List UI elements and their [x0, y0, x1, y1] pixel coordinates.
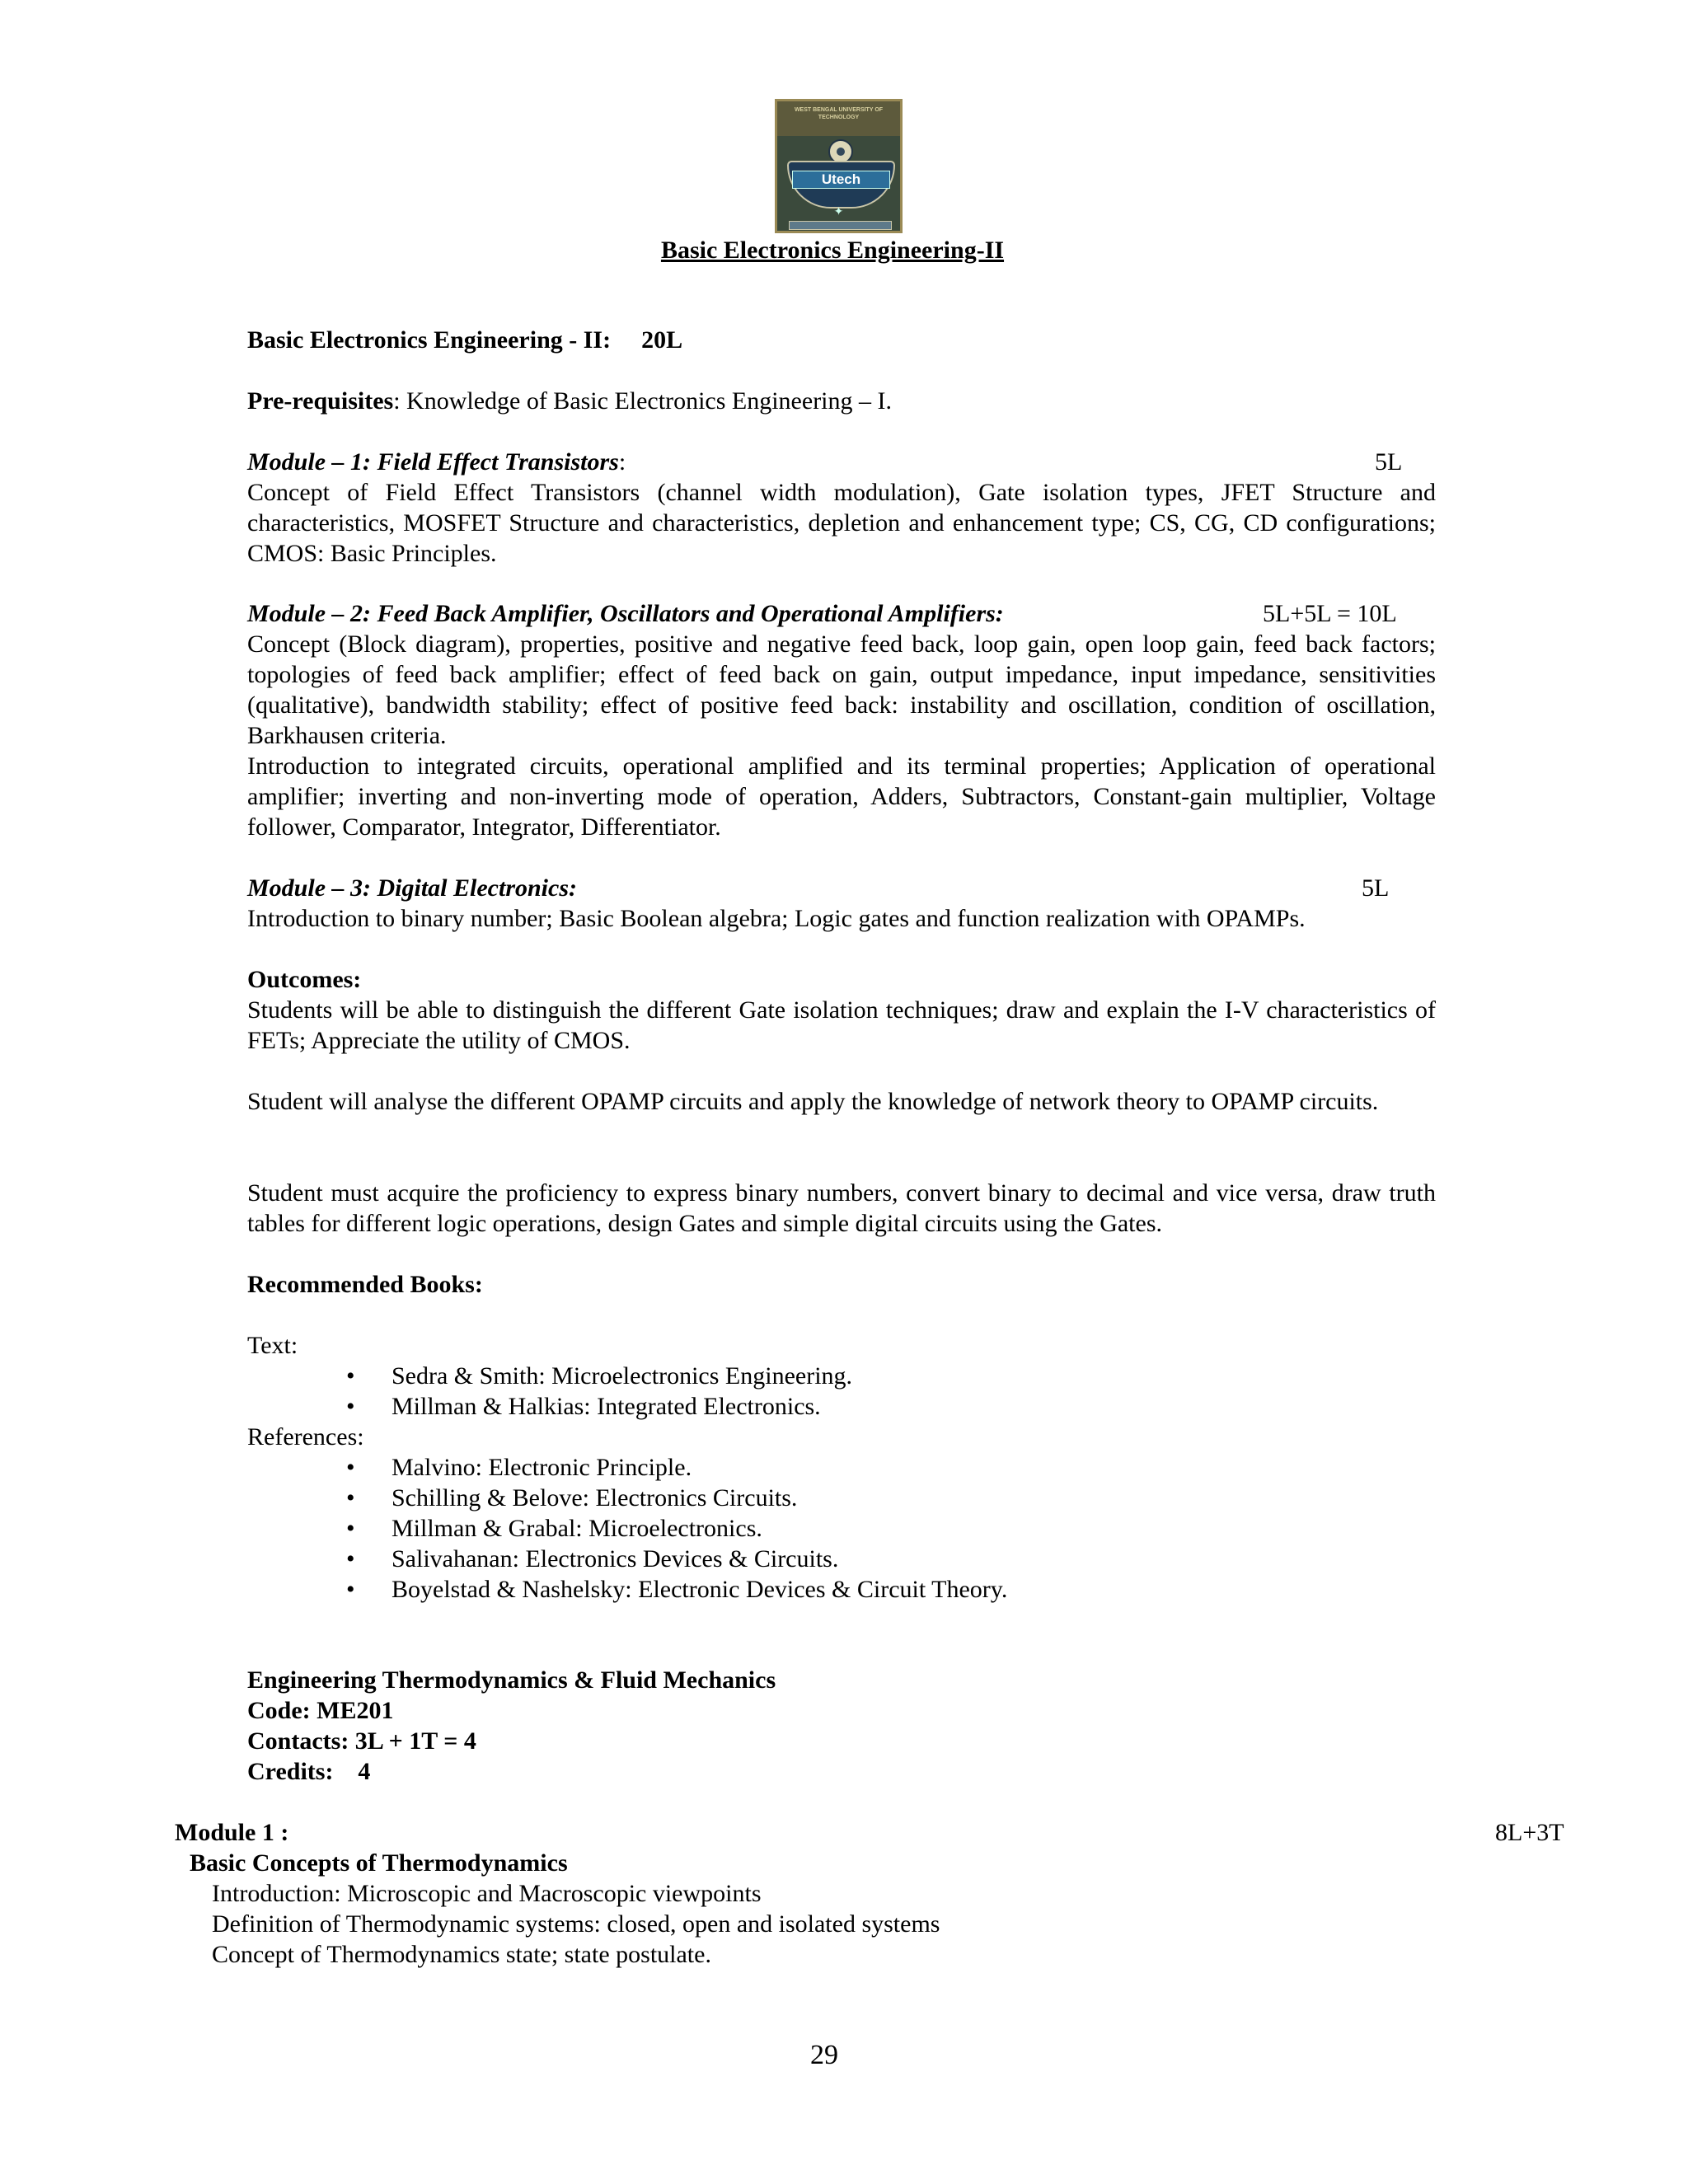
module-3-hours: 5L [1362, 874, 1390, 902]
next-course-credits: Credits: 4 [247, 1758, 371, 1785]
next-course-title: Engineering Thermodynamics & Fluid Mechanics [247, 1666, 776, 1694]
outcome-1: Students will be able to distinguish the different Gate isolation techniques; draw and explain the I-V characteristics of FETs; Appreciate the utility of CMOS. [247, 996, 1436, 1054]
bullet-icon: • [346, 1545, 355, 1572]
course-heading [247, 325, 682, 355]
module-2-title: Module – 2: Feed Back Amplifier, Oscillators and Operational Amplifiers: [247, 600, 1004, 627]
prereq-text: : Knowledge of Basic Electronics Engineering – I. [393, 387, 893, 415]
thermo-module-label: Module 1 : [175, 1819, 289, 1846]
outcome-3: Student must acquire the proficiency to express binary numbers, convert binary to decimal and vice versa, draw truth tables for different logic operations, design Gates and simple digital circuits using the Gates. [247, 1179, 1436, 1237]
prerequisites [247, 386, 892, 416]
next-course-contacts: Contacts: 3L + 1T = 4 [247, 1727, 476, 1755]
thermo-module-title: Basic Concepts of Thermodynamics [190, 1849, 568, 1877]
thermo-module-hours: 8L+3T [1495, 1819, 1564, 1846]
star-icon: ✦ [833, 206, 844, 218]
thermo-line-2: Definition of Thermodynamic systems: closed, open and isolated systems [212, 1910, 940, 1938]
logo-text: Utech [821, 171, 861, 187]
thermo-line-3: Concept of Thermodynamics state; state postulate. [212, 1941, 711, 1968]
module-1-heading: Module – 1: Field Effect Transistors: [247, 448, 626, 476]
outcome-2: Student will analyse the different OPAMP circuits and apply the knowledge of network theory to OPAMP circuits. [247, 1088, 1379, 1115]
module-1-hours: 5L [1375, 448, 1403, 476]
list-item: • Boyelstad & Nashelsky: Electronic Devices & Circuit Theory. [346, 1576, 1008, 1603]
module-2-hours: 5L+5L = 10L [1263, 600, 1397, 627]
list-item: • Millman & Halkias: Integrated Electronics. [346, 1393, 821, 1420]
course-hours: 20L [641, 326, 683, 354]
module-3-text: Introduction to binary number; Basic Boolean algebra; Logic gates and function realization with OPAMPs. [247, 905, 1306, 932]
page-title: Basic Electronics Engineering-II [660, 237, 1005, 264]
bullet-icon: • [346, 1454, 355, 1481]
module-3-title: Module – 3: Digital Electronics: [247, 874, 577, 902]
list-item: • Schilling & Belove: Electronics Circuits. [346, 1484, 798, 1511]
module-1-title: Module – 1: Field Effect Transistors [247, 448, 619, 476]
page-number: 29 [810, 2040, 838, 2070]
ribbon-icon [789, 221, 892, 230]
module-2-text-2: Introduction to integrated circuits, operational amplified and its terminal properties; Application of operational amplifier; inverting and non-inverting mode of operation, Adders, Subtractors, Constant-gain multiplier, Voltage follower, Comparator, Integrator, Differentiator. [247, 752, 1436, 841]
module-2-text-1: Concept (Block diagram), properties, positive and negative feed back, loop gain, open loop gain, feed back factors; topologies of feed back amplifier; effect of feed back on gain, output impedance, input impedance, sensitivities (qualitative), bandwidth stability; effect of positive feed back: instability and oscillation, condition of oscillation, Barkhausen criteria. [247, 630, 1436, 749]
bullet-icon: • [346, 1393, 355, 1420]
bullet-icon: • [346, 1362, 355, 1390]
module-1-text: Concept of Field Effect Transistors (channel width modulation), Gate isolation types, JFET Structure and characteristics, MOSFET Structure and characteristics, depletion and enhancement type; CS, CG, CD configurations; CMOS: Basic Principles. [247, 479, 1436, 567]
course-name: Basic Electronics Engineering - II: [247, 326, 612, 354]
logo-top-text: WEST BENGAL UNIVERSITY OF TECHNOLOGY [794, 107, 884, 120]
thermo-line-1: Introduction: Microscopic and Macroscopic viewpoints [212, 1880, 762, 1907]
bullet-icon: • [346, 1576, 355, 1603]
bullet-icon: • [346, 1515, 355, 1542]
next-course-code: Code: ME201 [247, 1697, 394, 1724]
text-book-list [247, 1361, 1401, 1422]
references-label: References: [247, 1423, 364, 1451]
list-item: • Sedra & Smith: Microelectronics Engineering. [346, 1362, 853, 1390]
reference-book-list [247, 1452, 1401, 1605]
outcomes-heading: Outcomes: [247, 966, 362, 993]
books-heading: Recommended Books: [247, 1271, 483, 1298]
text-label: Text: [247, 1332, 298, 1359]
list-item: • Millman & Grabal: Microelectronics. [346, 1515, 762, 1542]
list-item: • Malvino: Electronic Principle. [346, 1454, 692, 1481]
university-logo [775, 99, 903, 233]
bullet-icon: • [346, 1484, 355, 1511]
prereq-label: Pre-requisites [247, 387, 394, 415]
list-item: • Salivahanan: Electronics Devices & Circuits. [346, 1545, 839, 1572]
